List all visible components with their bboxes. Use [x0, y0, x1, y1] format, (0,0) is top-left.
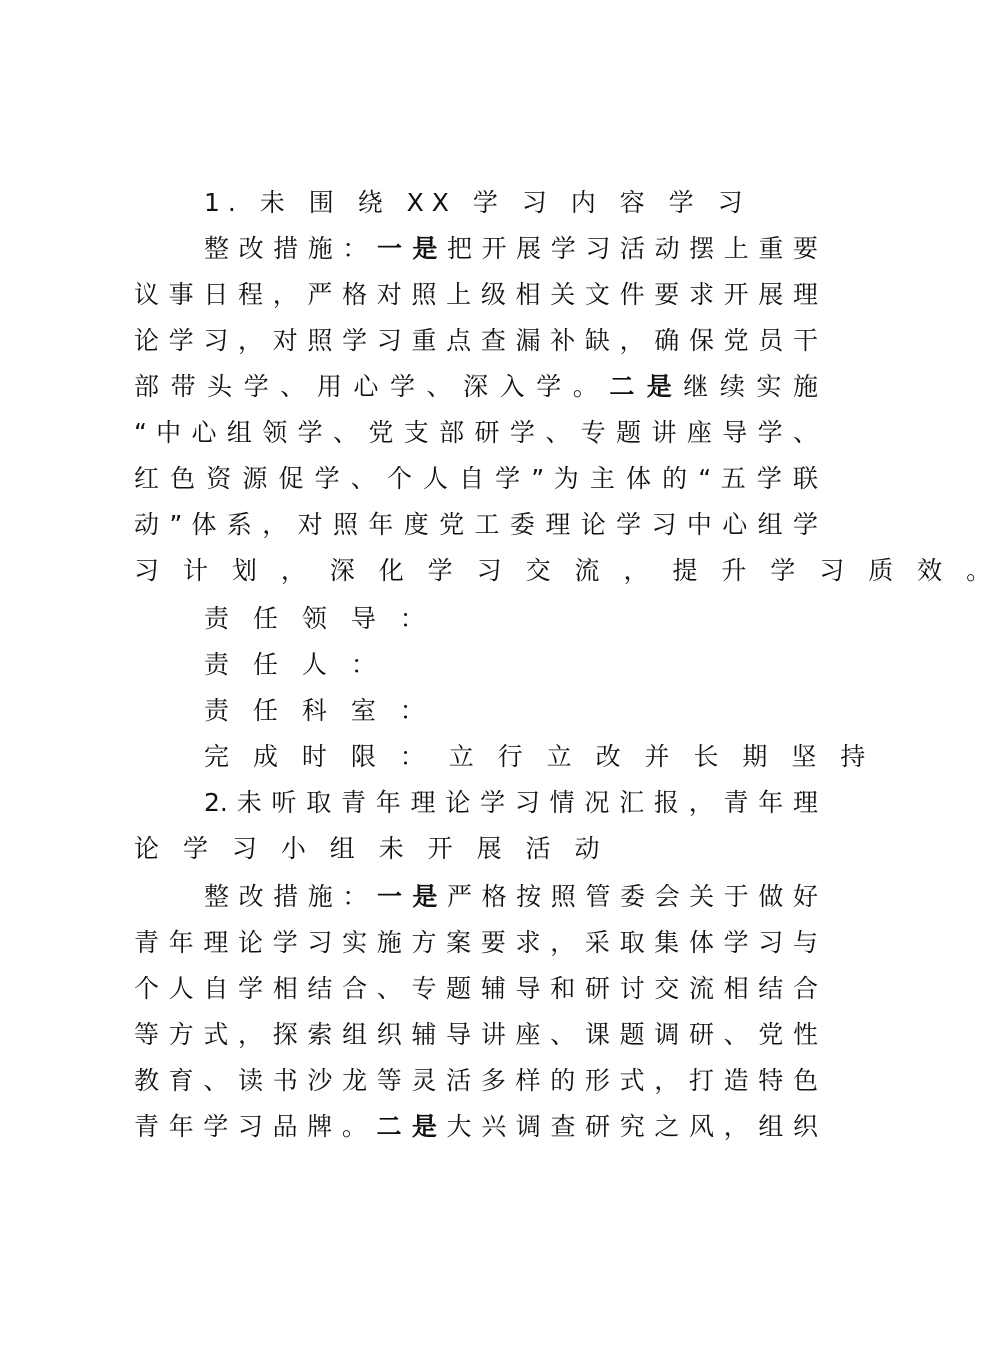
measures-1-line-8: 习 计 划 ， 深 化 学 习 交 流 ， 提 升 学 习 质 效 。: [134, 556, 999, 585]
item-2-heading-line-2: 论 学 习 小 组 未 开 展 活 动: [134, 834, 608, 863]
responsible-leader: 责 任 领 导 ：: [204, 604, 433, 633]
item-1-heading: 1. 未 围 绕 XX 学 习 内 容 学 习: [204, 188, 751, 217]
measures-1-line-3: 论 学 习 ， 对 照 学 习 重 点 查 漏 补 缺 ， 确 保 党 员 干: [134, 326, 818, 355]
measures-1-line-5: “ 中 心 组 领 学 、 党 支 部 研 学 、 专 题 讲 座 导 学 、: [134, 418, 818, 447]
measures-1-text: 继 续 实 施: [683, 372, 818, 401]
point-two-label: 二 是: [376, 1112, 438, 1141]
measures-2-line-3: 个 人 自 学 相 结 合 、 专 题 辅 导 和 研 讨 交 流 相 结 合: [134, 974, 818, 1003]
measures-1-line-1: [204, 226, 818, 272]
deadline: 完 成 时 限 ： 立 行 立 改 并 长 期 坚 持: [204, 742, 874, 771]
measures-label: 整 改 措 施 ：: [204, 882, 369, 911]
responsible-person: 责 任 人 ：: [204, 650, 384, 679]
measures-2-line-6: [134, 1104, 818, 1150]
measures-2-line-1: [204, 874, 818, 920]
item-2-heading-line-1: 2. 未 听 取 青 年 理 论 学 习 情 况 汇 报 ， 青 年 理: [204, 788, 818, 817]
measures-1-line-7: 动 ” 体 系 ， 对 照 年 度 党 工 委 理 论 学 习 中 心 组 学: [134, 510, 818, 539]
measures-2-text: 青 年 学 习 品 牌 。: [134, 1112, 368, 1141]
measures-label: 整 改 措 施 ：: [204, 234, 369, 263]
measures-1-text: 部 带 头 学 、 用 心 学 、 深 入 学 。: [134, 372, 600, 401]
point-one-label: 一 是: [377, 234, 439, 263]
point-one-label: 一 是: [377, 882, 439, 911]
measures-1-line-6: 红 色 资 源 促 学 、 个 人 自 学 ” 为 主 体 的 “ 五 学 联: [134, 464, 818, 493]
responsible-office: 责 任 科 室 ：: [204, 696, 433, 725]
measures-2-text: 严 格 按 照 管 委 会 关 于 做 好: [446, 882, 818, 911]
measures-2-text: 大 兴 调 查 研 究 之 风 ， 组 织: [446, 1112, 818, 1141]
measures-2-line-5: 教 育 、 读 书 沙 龙 等 灵 活 多 样 的 形 式 ， 打 造 特 色: [134, 1066, 818, 1095]
measures-2-line-4: 等 方 式 ， 探 索 组 织 辅 导 讲 座 、 课 题 调 研 、 党 性: [134, 1020, 818, 1049]
point-two-label: 二 是: [609, 372, 674, 401]
measures-2-line-2: 青 年 理 论 学 习 实 施 方 案 要 求 ， 采 取 集 体 学 习 与: [134, 928, 818, 957]
measures-1-line-4: [134, 364, 818, 410]
measures-1-line-2: 议 事 日 程 ， 严 格 对 照 上 级 相 关 文 件 要 求 开 展 理: [134, 280, 818, 309]
measures-1-text: 把 开 展 学 习 活 动 摆 上 重 要: [446, 234, 818, 263]
